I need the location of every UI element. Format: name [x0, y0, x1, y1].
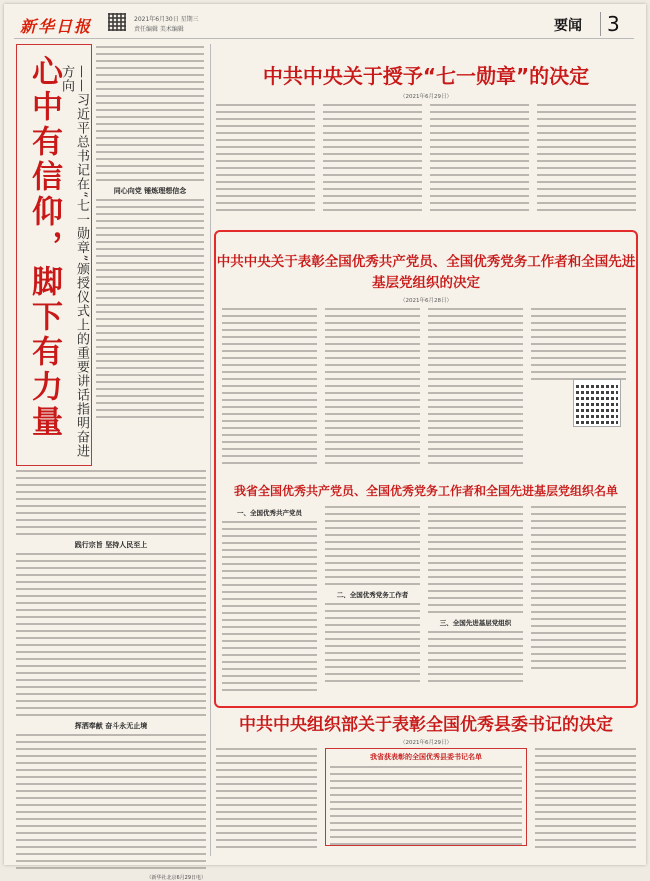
editor-credits: 责任编辑 美术编辑 [134, 26, 184, 33]
county-secretary-list [325, 748, 527, 846]
county-secretary-list-title: 我省获表彰的全国优秀县委书记名单 [370, 753, 482, 761]
qr-code-icon [108, 13, 126, 31]
headline-banner [16, 44, 92, 466]
article-2-title: 中共中央关于表彰全国优秀共产党员、全国优秀党务工作者和全国先进基层党组织的决定 [216, 254, 636, 291]
article-2-body [222, 308, 626, 476]
right-area [216, 44, 636, 856]
masthead [14, 12, 634, 39]
article-1-date: （2021年6月29日） [400, 94, 452, 100]
left-subhead-2: 践行宗旨 坚持人民至上 [74, 541, 148, 549]
article-4-title: 中共中央组织部关于表彰全国优秀县委书记的决定 [239, 715, 613, 735]
left-subhead-3: 挥洒奉献 奋斗永无止境 [74, 722, 148, 730]
article-4-body [216, 748, 636, 852]
highlight-box [214, 230, 638, 708]
article-4-date: （2021年6月29日） [400, 740, 452, 746]
main-headline: 心中有信仰，脚下有力量 [26, 55, 62, 440]
list-head-party-workers: 二、全国优秀党务工作者 [336, 591, 409, 599]
section-name: 要闻 [554, 18, 582, 34]
article-1-title: 中共中央关于授予“七一勋章”的决定 [262, 64, 590, 88]
left-byline: （新华社北京6月29日电） [146, 875, 206, 881]
article-1-body [216, 104, 636, 224]
page-number: 3 [600, 12, 620, 36]
left-body-text [16, 470, 206, 881]
newspaper-page [4, 4, 646, 881]
intro-text [96, 46, 204, 423]
list-head-party-organizations: 三、全国先进基层党组织 [439, 619, 512, 627]
issue-date: 2021年6月30日 星期三 [134, 16, 199, 23]
left-column-article [16, 44, 206, 881]
list-head-party-members: 一、全国优秀共产党员 [237, 509, 302, 517]
column-divider [210, 44, 211, 856]
qr-code-icon[interactable] [574, 380, 620, 426]
sub-headline: ——习近平总书记在“七一勋章”颁授仪式上的重要讲话指明奋进方向 [59, 65, 89, 459]
honoree-list [222, 506, 626, 696]
article-2-date: （2021年6月28日） [400, 298, 452, 304]
newspaper-logo: 新华日报 [20, 17, 93, 36]
article-3-title: 我省全国优秀共产党员、全国优秀党务工作者和全国先进基层党组织名单 [233, 484, 618, 498]
left-subhead-1: 同心向党 锤炼理想信念 [113, 187, 187, 195]
